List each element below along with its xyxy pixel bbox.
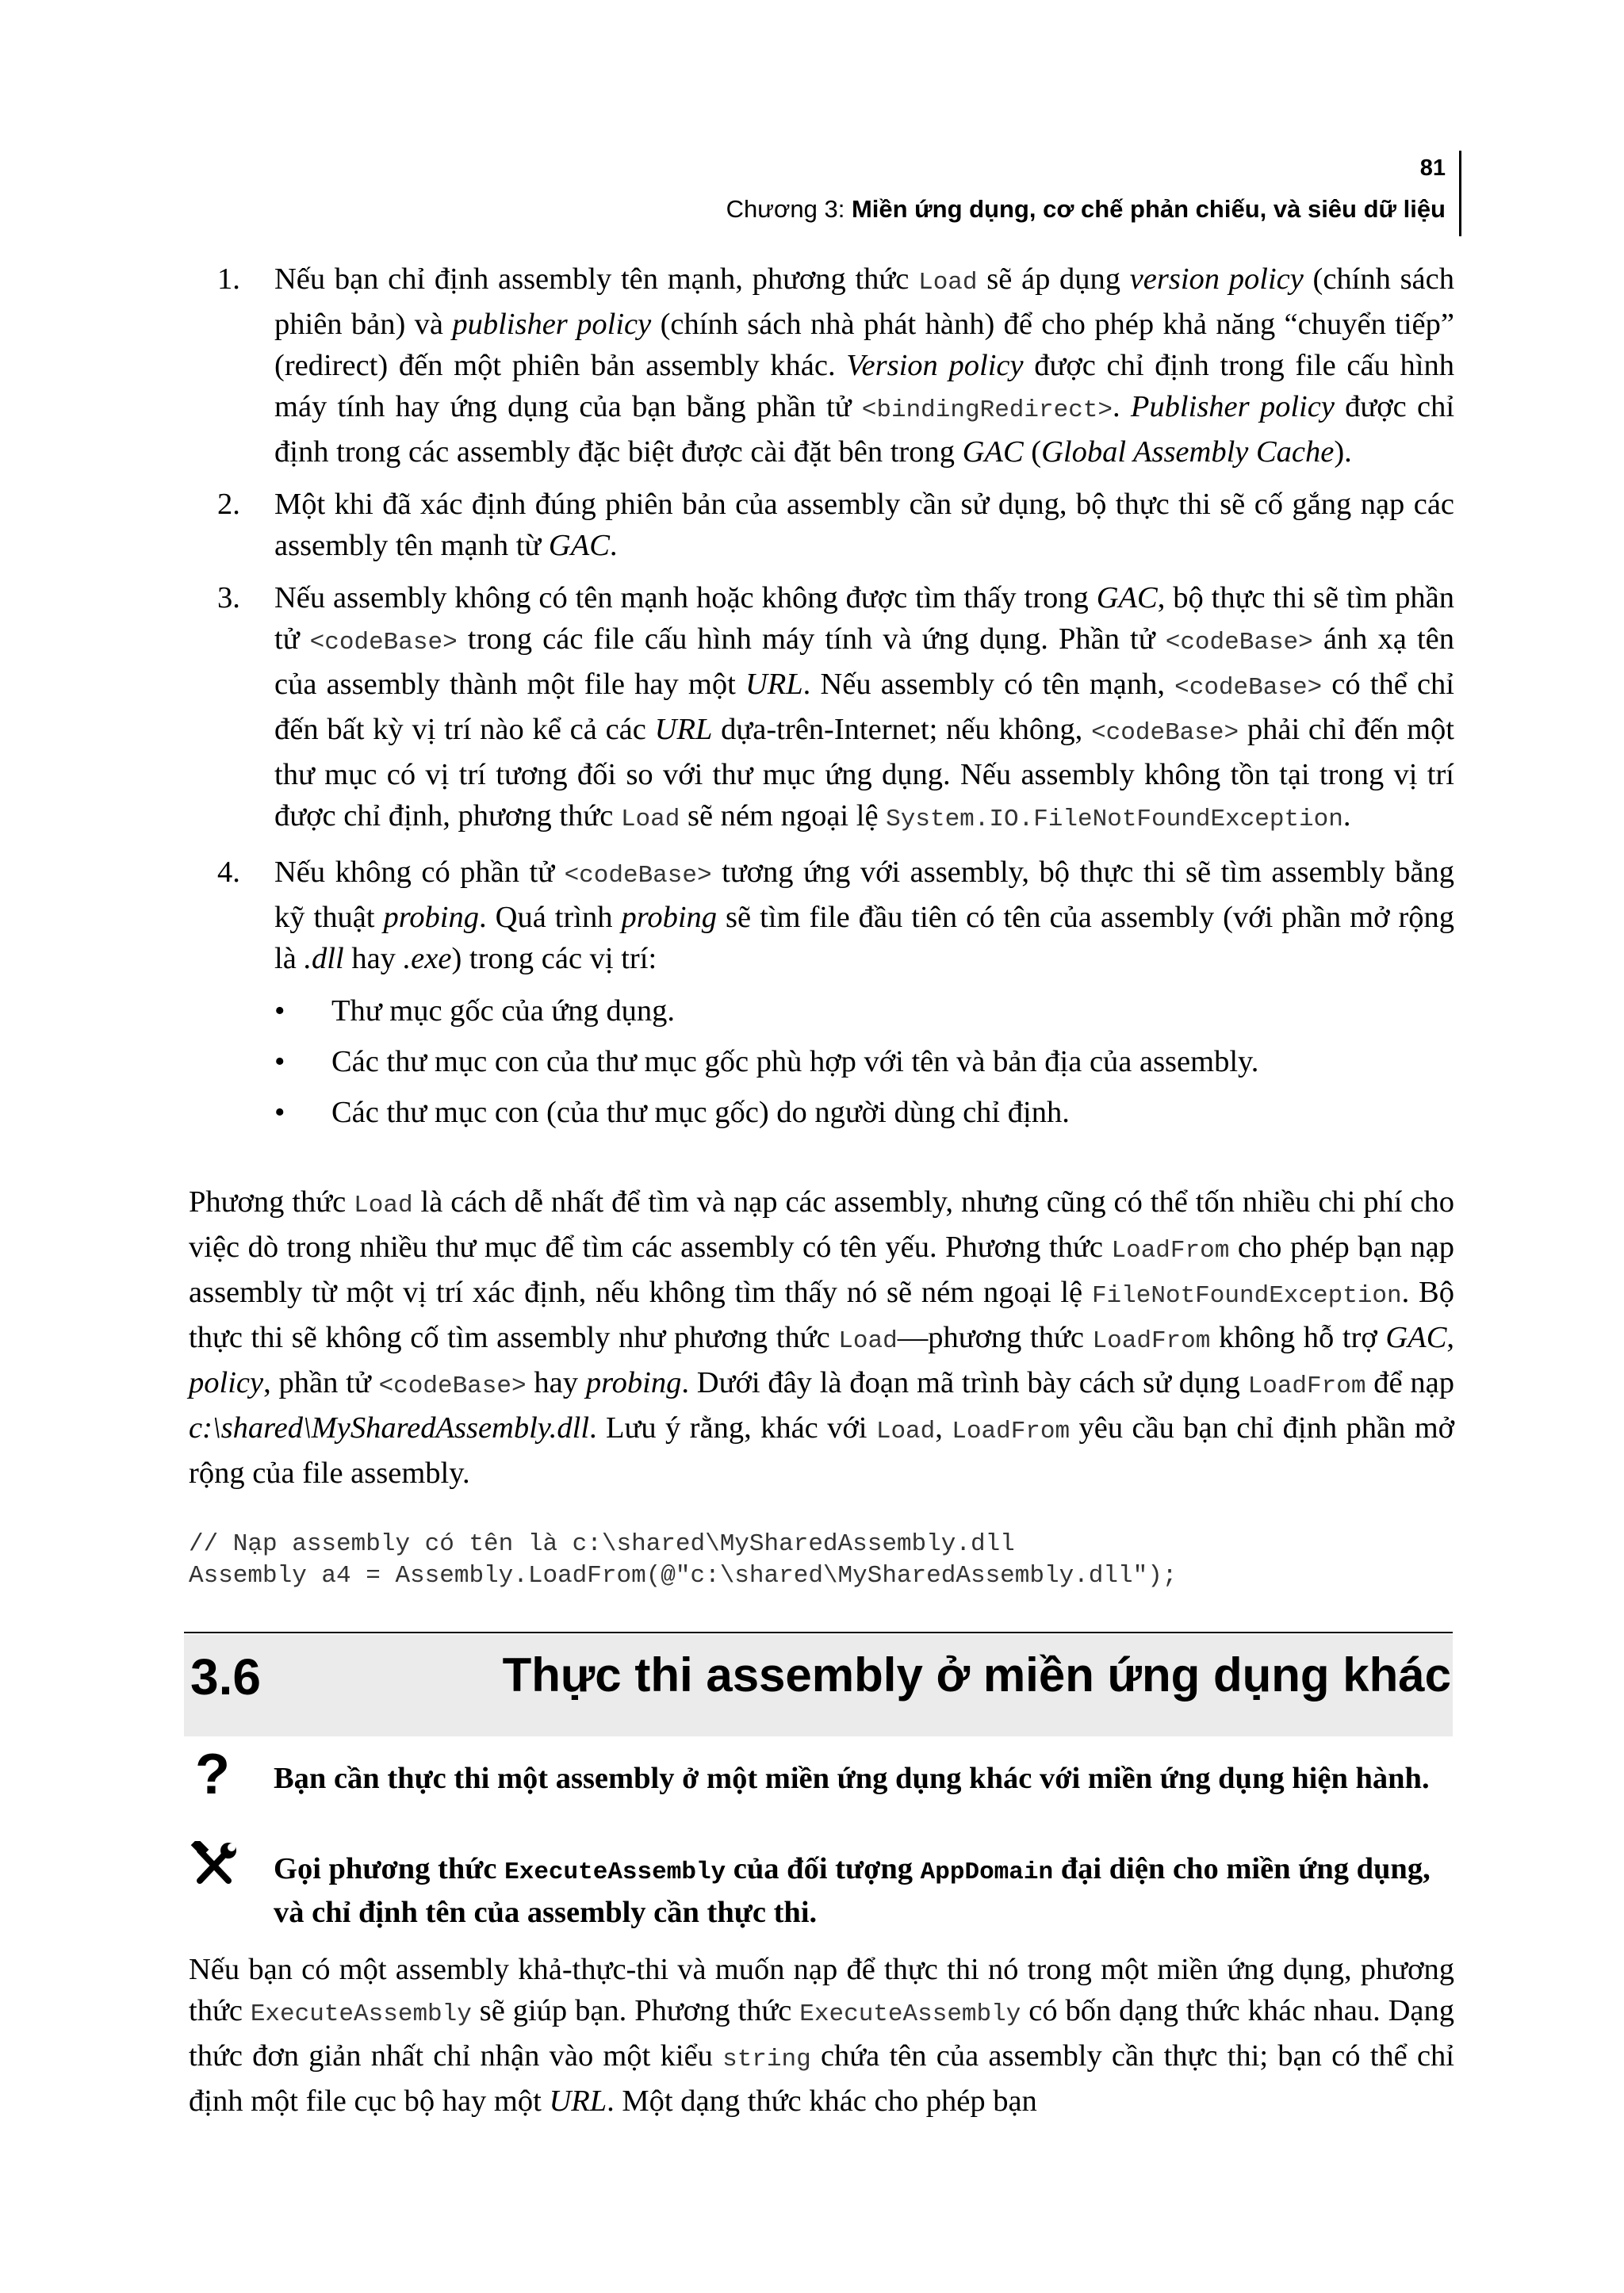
- inline-code: Load: [918, 269, 978, 297]
- text-run: . Một dạng thức khác cho phép bạn: [607, 2084, 1037, 2118]
- text-run: trong các file cấu hình máy tính và ứng dụng. Phần tử: [457, 622, 1166, 656]
- inline-code: <codeBase>: [1165, 629, 1313, 657]
- bullet-item: [189, 1041, 1454, 1082]
- bullet-item: [189, 1092, 1454, 1133]
- emphasis-text: GAC: [1096, 581, 1158, 614]
- text-run: có bốn dạng thức khác nhau. Dạng thức đơn giản nhất chỉ nhận vào một kiểu: [189, 1994, 1455, 2073]
- text-run: .: [1342, 799, 1351, 833]
- text-run: Bạn cần thực thi một assembly ở một miền ứng dụng khác với miền ứng dụng hiện hành.: [274, 1762, 1430, 1795]
- emphasis-text: version policy: [1129, 262, 1304, 296]
- emphasis-text: GAC: [548, 529, 610, 562]
- header-rule: [1459, 151, 1461, 236]
- section-rule: [184, 1632, 1453, 1633]
- list-item: [189, 577, 1454, 840]
- text-run: yêu cầu bạn chỉ định phần mở rộng của file assembly.: [189, 1411, 1455, 1490]
- inline-code: ExecuteAssembly: [799, 2000, 1021, 2028]
- text-run: Nếu assembly không có tên mạnh hoặc không được tìm thấy trong: [274, 581, 1097, 614]
- numbered-list: [189, 258, 1454, 1143]
- text-run: tương ứng với assembly, bộ thực thi sẽ tìm assembly bằng kỹ thuật: [274, 856, 1454, 934]
- text-run: được chỉ định trong các assembly đặc biệt được cài đặt bên trong: [274, 390, 1455, 469]
- inline-code: ExecuteAssembly: [504, 1859, 726, 1886]
- list-item-text: [274, 488, 1454, 562]
- emphasis-text: policy: [189, 1366, 264, 1399]
- text-run: ) trong các vị trí:: [451, 942, 657, 975]
- inline-code: LoadFrom: [952, 1418, 1071, 1445]
- inline-code: Load: [838, 1327, 898, 1355]
- chapter-header: [726, 195, 1446, 224]
- bullet-item: [189, 990, 1454, 1032]
- bullet-text: Các thư mục con của thư mục gốc phù hợp với tên và bản địa của assembly.: [331, 1045, 1259, 1078]
- text-run: .: [609, 529, 618, 562]
- emphasis-text: Global Assembly Cache: [1041, 435, 1335, 469]
- emphasis-text: .exe: [403, 942, 452, 975]
- emphasis-text: URL: [549, 2084, 607, 2118]
- inline-code: Load: [620, 806, 680, 833]
- list-number: 2.: [217, 488, 240, 521]
- bullet-icon: •: [274, 1096, 285, 1129]
- text-run: không hỗ trợ: [1210, 1321, 1386, 1354]
- text-run: sẽ giúp bạn. Phương thức: [471, 1994, 800, 2027]
- inline-code: Load: [354, 1192, 413, 1219]
- bullet-list: [189, 990, 1454, 1133]
- text-run: của đối tượng: [726, 1852, 921, 1885]
- emphasis-text: URL: [745, 668, 803, 701]
- text-run: . Quá trình: [479, 901, 622, 934]
- text-run: (: [1023, 435, 1042, 469]
- emphasis-text: probing: [621, 901, 718, 934]
- tools-icon: [190, 1841, 238, 1893]
- list-number: 3.: [217, 581, 240, 614]
- text-run: ánh xạ tên của assembly thành một file hay một: [274, 622, 1454, 701]
- emphasis-text: Publisher policy: [1130, 390, 1335, 423]
- text-run: . Lưu ý rằng, khác với: [589, 1411, 876, 1445]
- inline-code: ExecuteAssembly: [250, 2000, 472, 2028]
- list-item-text: [274, 856, 1454, 975]
- text-run: sẽ ném ngoại lệ: [680, 799, 887, 833]
- list-item-text: [274, 262, 1454, 469]
- question-icon: ?: [195, 1743, 230, 1806]
- code-line: // Nạp assembly có tên là c:\shared\MySharedAssembly.dll: [189, 1530, 1015, 1558]
- emphasis-text: c:\shared\MySharedAssembly.dll: [189, 1411, 590, 1445]
- text-run: . Bộ thực thi sẽ không cố tìm assembly như phương thức: [189, 1276, 1454, 1354]
- code-block: [189, 1529, 1177, 1592]
- chapter-prefix: Chương 3:: [726, 195, 852, 223]
- list-item: [189, 258, 1454, 473]
- text-run: ).: [1334, 435, 1352, 469]
- emphasis-text: probing: [383, 901, 480, 934]
- inline-code: Load: [875, 1418, 936, 1445]
- text-run: là cách dễ nhất để tìm và nạp các assembly, nhưng cũng có thể tốn nhiều chi phí cho việc dò trong nhiều thư mục để tìm các assembly có tên yếu. Phương thức: [189, 1185, 1455, 1264]
- solution-statement: [274, 1849, 1455, 1932]
- emphasis-text: URL: [654, 713, 713, 746]
- text-run: . Dưới đây là đoạn mã trình bày cách sử dụng: [681, 1366, 1248, 1399]
- text-run: ,: [935, 1411, 952, 1445]
- text-run: , bộ thực thi sẽ tìm phần tử: [274, 581, 1455, 656]
- inline-code: LoadFrom: [1247, 1372, 1366, 1400]
- text-run: được chỉ định trong file cấu hình máy tính hay ứng dụng của bạn bằng phần tử: [274, 349, 1454, 423]
- inline-code: System.IO.FileNotFoundException: [886, 806, 1343, 833]
- text-run: hay: [526, 1366, 586, 1399]
- list-item: [189, 852, 1454, 979]
- text-run: ,: [1446, 1321, 1454, 1354]
- inline-code: <codeBase>: [564, 862, 712, 890]
- inline-code: LoadFrom: [1092, 1327, 1211, 1355]
- code-line: Assembly a4 = Assembly.LoadFrom(@"c:\shared\MySharedAssembly.dll");: [189, 1562, 1178, 1590]
- chapter-title: Miền ứng dụng, cơ chế phản chiếu, và siêu dữ liệu: [851, 195, 1446, 223]
- text-run: cho phép bạn nạp assembly từ một vị trí xác định, nếu không tìm thấy nó sẽ ném ngoại lệ: [189, 1231, 1455, 1309]
- inline-code: <codeBase>: [1174, 674, 1323, 702]
- page-number: 81: [1419, 155, 1446, 181]
- text-run: (chính sách nhà phát hành) để cho phép khả năng “chuyển tiếp” (redirect) đến một phiên bản assembly khác.: [274, 308, 1454, 382]
- text-run: Nếu bạn có một assembly khả-thực-thi và muốn nạp để thực thi nó trong một miền ứng dụng, phương thức: [189, 1953, 1454, 2027]
- text-run: chứa tên của assembly cần thực thi; bạn có thể chỉ định một file cục bộ hay một: [189, 2039, 1455, 2118]
- section-title: Thực thi assembly ở miền ứng dụng khác: [502, 1648, 1451, 1702]
- inline-code: AppDomain: [920, 1859, 1054, 1886]
- text-run: để nạp: [1365, 1366, 1454, 1399]
- text-run: —phương thức: [897, 1321, 1093, 1354]
- text-run: (chính sách phiên bản) và: [274, 262, 1454, 341]
- bullet-text: Thư mục gốc của ứng dụng.: [331, 994, 676, 1028]
- bullet-text: Các thư mục con (của thư mục gốc) do người dùng chỉ định.: [331, 1096, 1070, 1129]
- emphasis-text: GAC: [1385, 1321, 1447, 1354]
- emphasis-text: publisher policy: [452, 308, 652, 341]
- list-item: [189, 484, 1454, 566]
- list-number: 1.: [217, 262, 240, 296]
- text-run: dựa-trên-Internet; nếu không,: [712, 713, 1092, 746]
- text-run: hay: [343, 942, 404, 975]
- inline-code: <codeBase>: [378, 1372, 527, 1400]
- text-run: có thể chỉ đến bất kỳ vị trí nào kể cả các: [274, 668, 1454, 746]
- inline-code: FileNotFoundException: [1091, 1282, 1402, 1310]
- emphasis-text: GAC: [962, 435, 1024, 469]
- inline-code: LoadFrom: [1111, 1237, 1230, 1265]
- list-number: 4.: [217, 856, 240, 889]
- problem-statement: [274, 1759, 1455, 1798]
- inline-code: <bindingRedirect>: [861, 396, 1113, 424]
- text-run: Nếu bạn chỉ định assembly tên mạnh, phương thức: [274, 262, 919, 296]
- text-run: Nếu không có phần tử: [274, 856, 565, 889]
- text-run: .: [1113, 390, 1131, 423]
- paragraph-loadfrom: [189, 1181, 1454, 1494]
- text-run: . Nếu assembly có tên mạnh,: [802, 668, 1175, 701]
- list-item-text: [274, 581, 1454, 833]
- inline-code: <codeBase>: [309, 629, 458, 657]
- text-run: , phần tử: [263, 1366, 379, 1399]
- text-run: Gọi phương thức: [274, 1852, 505, 1885]
- inline-code: string: [722, 2046, 811, 2073]
- bullet-icon: •: [274, 994, 285, 1028]
- emphasis-text: Version policy: [846, 349, 1024, 382]
- text-run: Phương thức: [189, 1185, 354, 1219]
- section-number: 3.6: [190, 1648, 261, 1705]
- emphasis-text: .dll: [304, 942, 344, 975]
- text-run: đại diện cho miền ứng dụng, và chỉ định tên của assembly cần thực thi.: [274, 1852, 1431, 1929]
- paragraph-executeassembly: [189, 1949, 1454, 2122]
- inline-code: <codeBase>: [1091, 719, 1239, 747]
- bullet-icon: •: [274, 1045, 285, 1078]
- text-run: phải chỉ đến một thư mục có vị trí tương đối so với thư mục ứng dụng. Nếu assembly không tồn tại trong vị trí được chỉ định, phương thức: [274, 713, 1454, 833]
- text-run: sẽ áp dụng: [977, 262, 1130, 296]
- text-run: sẽ tìm file đầu tiên có tên của assembly (với phần mở rộng là: [274, 901, 1455, 975]
- text-run: Một khi đã xác định đúng phiên bản của assembly cần sử dụng, bộ thực thi sẽ cố gắng nạp các assembly tên mạnh từ: [274, 488, 1454, 562]
- emphasis-text: probing: [585, 1366, 682, 1399]
